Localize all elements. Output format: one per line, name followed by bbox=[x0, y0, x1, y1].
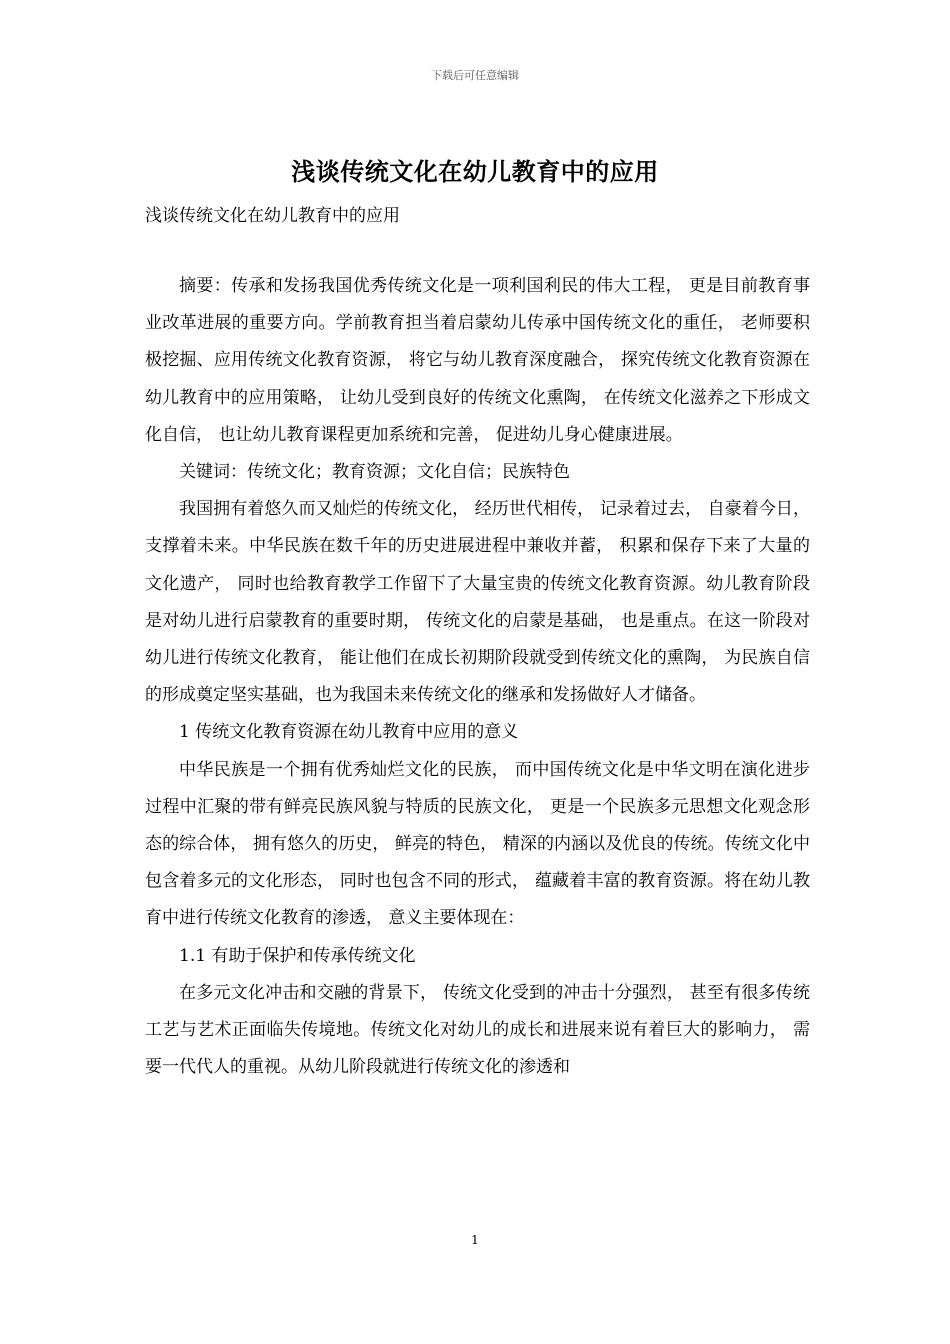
document-body bbox=[145, 268, 810, 1086]
intro-paragraph: 我国拥有着悠久而又灿烂的传统文化， 经历世代相传， 记录着过去， 自豪着今日， 支撑着未来。中华民族在数千年的历史进展进程中兼收并蓄， 积累和保存下来了大量的文化遗产， 同时也给教育教学工作留下了大量宝贵的传统文化教育资源。幼儿教育阶段是对幼儿进行启蒙教育的重要时期， 传统文化的启蒙是基础， 也是重点。在这一阶段对幼儿进行传统文化教育， 能让他们在成长初期阶段就受到传统文化的熏陶， 为民族自信的形成奠定坚实基础，也为我国未来传统文化的继承和发扬做好人才储备。 bbox=[145, 499, 810, 706]
keywords-paragraph: 关键词：传统文化；教育资源；文化自信；民族特色 bbox=[179, 462, 570, 483]
header-note: 下载后可任意编辑 bbox=[431, 69, 519, 82]
section-1-paragraph: 中华民族是一个拥有优秀灿烂文化的民族， 而中国传统文化是中华文明在演化进步过程中汇聚的带有鲜亮民族风貌与特质的民族文化， 更是一个民族多元思想文化观念形态的综合体， 拥有悠久的历史， 鲜亮的特色， 精深的内涵以及优良的传统。传统文化中包含着多元的文化形态， 同时也包含不同的形式， 蕴藏着丰富的教育资源。将在幼儿教育中进行传统文化教育的渗透， 意义主要体现在： bbox=[145, 759, 810, 929]
document-title: 浅谈传统文化在幼儿教育中的应用 bbox=[291, 158, 659, 186]
document-subtitle: 浅谈传统文化在幼儿教育中的应用 bbox=[145, 206, 400, 226]
page-number: 1 bbox=[471, 1233, 479, 1247]
abstract-paragraph: 摘要：传承和发扬我国优秀传统文化是一项利国利民的伟大工程， 更是目前教育事业改革进展的重要方向。学前教育担当着启蒙幼儿传承中国传统文化的重任， 老师要积极挖掘、应用传统文化教育资源， 将它与幼儿教育深度融合， 探究传统文化教育资源在幼儿教育中的应用策略， 让幼儿受到良好的传统文化熏陶， 在传统文化滋养之下形成文化自信， 也让幼儿教育课程更加系统和完善， 促进幼儿身心健康进展。 bbox=[145, 276, 810, 445]
section-1-1-paragraph: 在多元文化冲击和交融的背景下， 传统文化受到的冲击十分强烈， 甚至有很多传统工艺与艺术正面临失传境地。传统文化对幼儿的成长和进展来说有着巨大的影响力， 需要一代代人的重视。从幼儿阶段就进行传统文化的渗透和 bbox=[145, 982, 810, 1078]
section-heading-1-1: 1.1 有助于保护和传承传统文化 bbox=[179, 945, 416, 966]
section-heading-1: 1 传统文化教育资源在幼儿教育中应用的意义 bbox=[179, 722, 519, 743]
